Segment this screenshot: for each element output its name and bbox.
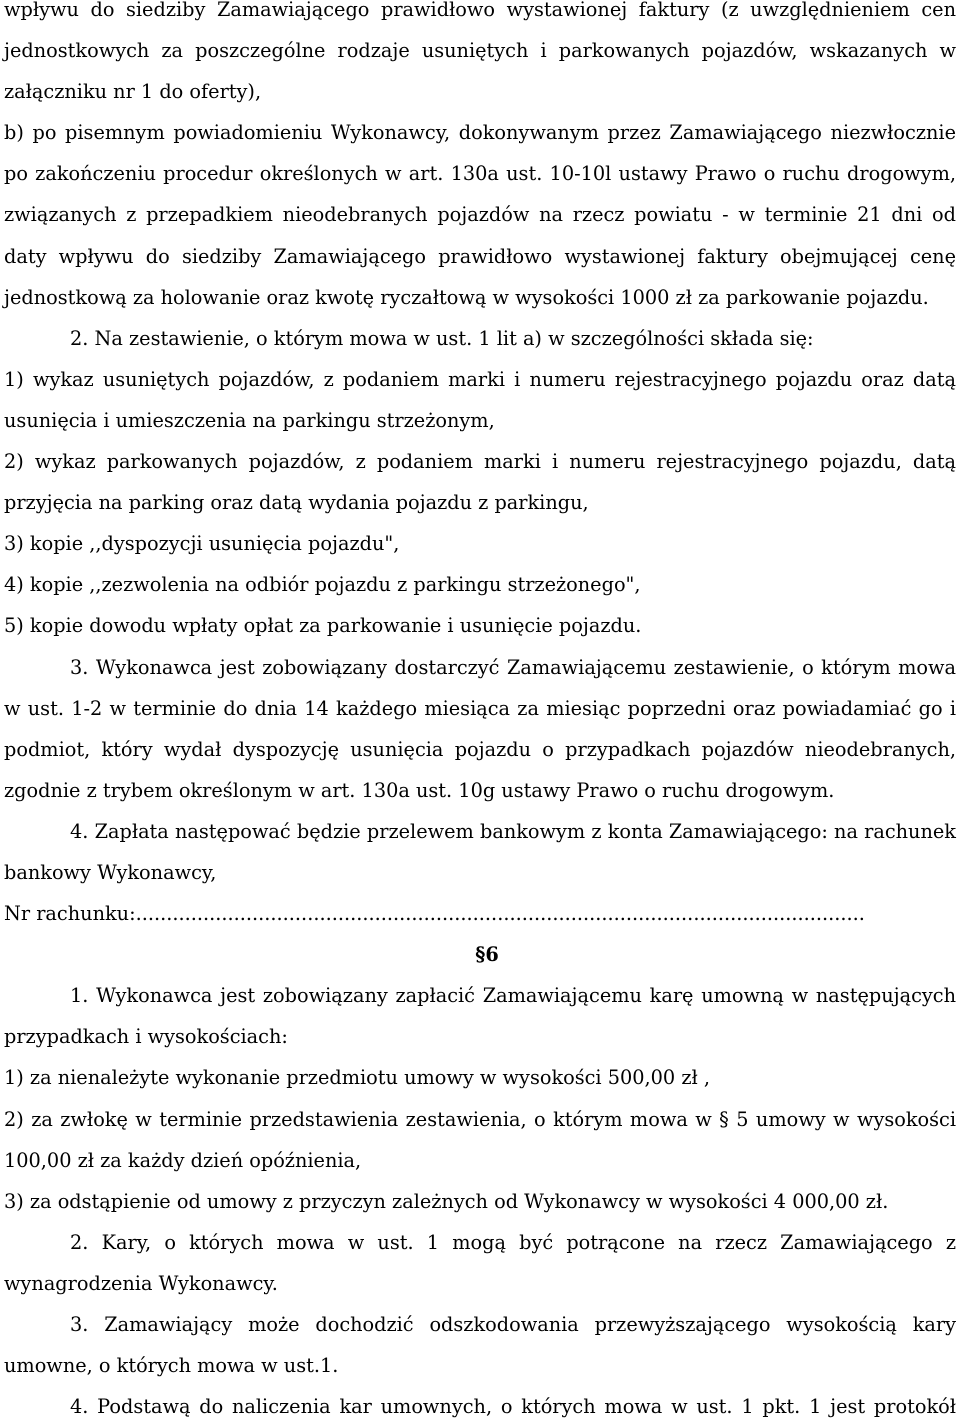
paragraph-penalty-4: 4. Podstawą do naliczenia kar umownych, o których mowa w ust. 1 pkt. 1 jest protokół xyxy=(70,1395,956,1419)
paragraph-account-number: Nr rachunku:....................................................................................................................... xyxy=(4,902,865,926)
paragraph-list-4: 4) kopie ,,zezwolenia na odbiór pojazdu z parkingu strzeżonego", xyxy=(4,573,641,597)
paragraph-list-2: 2) wykaz parkowanych pojazdów, z podaniem marki i numeru rejestracyjnego pojazdu, datą przyjęcia na parking oraz datą wydania pojazdu z parkingu, xyxy=(4,450,956,515)
paragraph-penalty-3: 3. Zamawiający może dochodzić odszkodowania przewyższającego wysokością kary umowne, o których mowa w ust.1. xyxy=(4,1313,956,1378)
paragraph-penalty-list-3: 3) za odstąpienie od umowy z przyczyn zależnych od Wykonawcy w wysokości 4 000,00 zł. xyxy=(4,1189,889,1213)
paragraph-b-notification: b) po pisemnym powiadomieniu Wykonawcy, dokonywanym przez Zamawiającego niezwłocznie po zakończeniu procedur określonych w art. 130a ust. 10-10l ustawy Prawo o ruchu drogowym, związanych z przepadkiem nieodebranych pojazdów na rzecz powiatu - w terminie 21 dni od daty wpływu do siedziby Zamawiającego prawidłowo wystawionej faktury obejmującej cenę jednostkową za holowanie oraz kwotę ryczałtową w wysokości 1000 zł za parkowanie pojazdu. xyxy=(4,121,956,309)
paragraph-penalty-1: 1. Wykonawca jest zobowiązany zapłacić Zamawiającemu karę umowną w następujących przypadkach i wysokościach: xyxy=(4,984,956,1049)
paragraph-4-payment: 4. Zapłata następować będzie przelewem bankowym z konta Zamawiającego: na rachunek bankowy Wykonawcy, xyxy=(4,819,956,884)
paragraph-penalty-list-2: 2) za zwłokę w terminie przedstawienia zestawienia, o którym mowa w § 5 umowy w wysokości 100,00 zł za każdy dzień opóźnienia, xyxy=(4,1107,956,1172)
paragraph-penalty-list-1: 1) za nienależyte wykonanie przedmiotu umowy w wysokości 500,00 zł , xyxy=(4,1066,710,1090)
paragraph-list-5: 5) kopie dowodu wpłaty opłat za parkowanie i usunięcie pojazdu. xyxy=(4,614,642,638)
section-heading: §6 xyxy=(475,943,499,967)
document-page xyxy=(4,0,956,1427)
paragraph-2-statement: 2. Na zestawienie, o którym mowa w ust. 1 lit a) w szczególności składa się: xyxy=(70,326,814,350)
paragraph-list-1: 1) wykaz usuniętych pojazdów, z podaniem marki i numeru rejestracyjnego pojazdu oraz datą usunięcia i umieszczenia na parkingu strzeżonym, xyxy=(4,367,956,432)
paragraph-invoice-continuation: wpływu do siedziby Zamawiającego prawidłowo wystawionej faktury (z uwzględnieniem cen jednostkowych za poszczególne rodzaje usuniętych i parkowanych pojazdów, wskazanych w załączniku nr 1 do oferty), xyxy=(4,0,956,104)
paragraph-penalty-2: 2. Kary, o których mowa w ust. 1 mogą być potrącone na rzecz Zamawiającego z wynagrodzenia Wykonawcy. xyxy=(4,1230,956,1295)
paragraph-list-3: 3) kopie ,,dyspozycji usunięcia pojazdu", xyxy=(4,532,400,556)
paragraph-3-obligation: 3. Wykonawca jest zobowiązany dostarczyć Zamawiającemu zestawienie, o którym mowa w ust. 1-2 w terminie do dnia 14 każdego miesiąca za miesiąc poprzedni oraz powiadamiać go i podmiot, który wydał dyspozycję usunięcia pojazdu o przypadkach pojazdów nieodebranych, zgodnie z trybem określonym w art. 130a ust. 10g ustawy Prawo o ruchu drogowym. xyxy=(4,655,956,802)
